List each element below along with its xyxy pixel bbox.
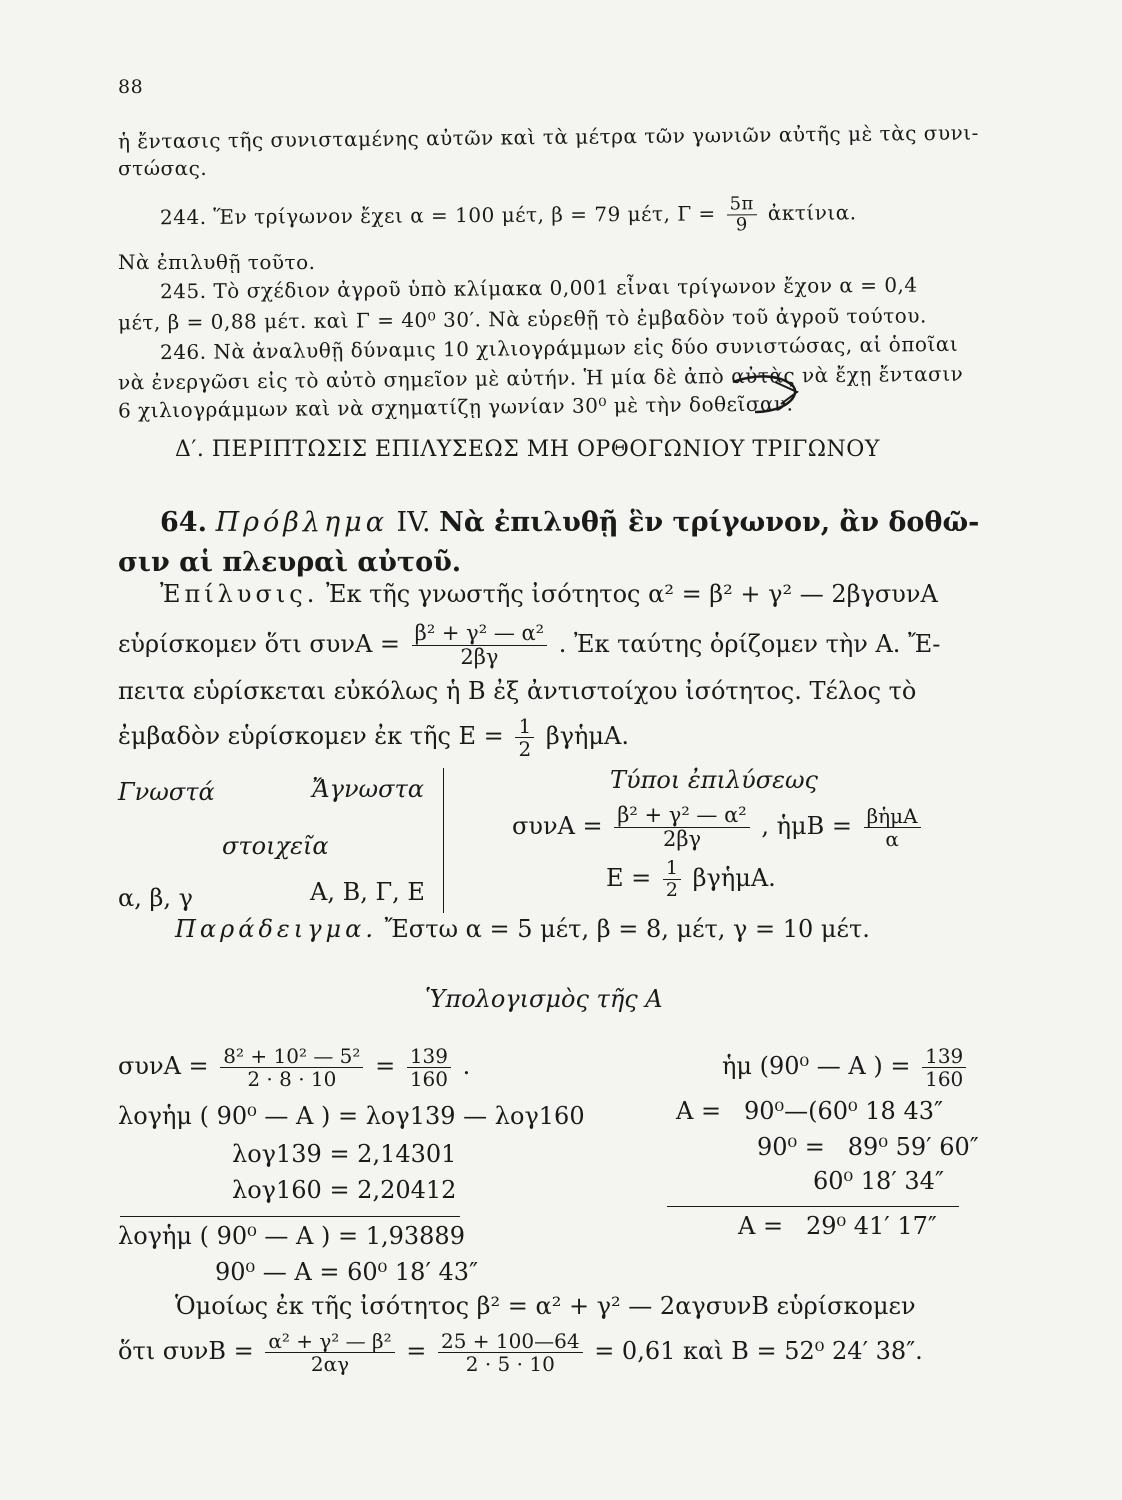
calc-left-row-6: 90⁰ — Α = 60⁰ 18′ 43″ xyxy=(215,1258,479,1286)
formula-area-fraction: $\frac{1}{2}$ xyxy=(663,858,681,901)
similarly-line-2 xyxy=(118,1330,923,1375)
calc-cosA-fraction-1: $\frac{\text{8² + 10² — 5²}}{2 \cdot 8 \cdot 10}$ xyxy=(220,1045,363,1090)
example-label: Παράδειγμα. xyxy=(175,915,377,943)
solution-label: Ἐπίλυσις. xyxy=(160,580,319,608)
table-known-values: α, β, γ xyxy=(118,884,193,912)
exercise-245-line-2: μέτ, β = 0,88 μέτ. καὶ Γ = 40⁰ 30′. Νὰ εὑρεθῇ τὸ ἐμβαδὸν τοῦ ἀγροῦ τούτου. xyxy=(117,303,927,335)
exercise-244-line-2: Νὰ ἐπιλυθῇ τοῦτο. xyxy=(118,250,316,274)
solution-fraction-half: $\frac{1}{2}$ xyxy=(515,715,534,760)
calc-right-row-2: Α = 90⁰—(60⁰ 18 43″ xyxy=(676,1097,943,1125)
example-text: Ἔστω α = 5 μέτ, β = 8, μέτ, γ = 10 μέτ. xyxy=(384,915,870,943)
formula-area-label: Ε = xyxy=(606,863,652,892)
problem-roman: IV. xyxy=(396,507,431,538)
formula-area-tail: βγἡμΑ. xyxy=(692,863,776,892)
problem-title-line-2: σιν αἱ πλευραὶ αὐτοῦ. xyxy=(118,547,462,578)
calc-sin-fraction: $\frac{139}{160}$ xyxy=(922,1045,966,1090)
calc-right-row-3: 90⁰ = 89⁰ 59′ 60″ xyxy=(757,1133,979,1161)
example-line xyxy=(175,915,870,943)
formula-sinB-label: , ἡμΒ = xyxy=(761,812,852,841)
table-formulas-header: Τύποι ἐπιλύσεως xyxy=(610,766,818,794)
solution-text-2a: εὑρίσκομεν ὅτι συνΑ = xyxy=(118,630,401,659)
problem-title-line-1 xyxy=(160,507,979,538)
similarly-line-1: Ὁμοίως ἐκ τῆς ἰσότητος β² = α² + γ² — 2αγσυνΒ εὑρίσκομεν xyxy=(175,1292,916,1320)
calc-cosA-equals: = xyxy=(375,1052,396,1080)
table-formula-area xyxy=(606,858,776,901)
exercise-244-number: 244. xyxy=(159,204,207,230)
calc-right-row-5: Α = 29⁰ 41′ 17″ xyxy=(738,1212,937,1240)
solution-fraction-cosA: $\frac{\text{β² + γ² — α²}}{2\beta\gamma}$ xyxy=(412,622,547,669)
calc-right-sum-rule xyxy=(667,1206,959,1207)
exercise-245-line-1: 245. Τὸ σχέδιον ἀγροῦ ὑπὸ κλίμακα 0,001 εἶναι τρίγωνον ἔχον α = 0,4 xyxy=(159,272,918,304)
calc-right-row-4: 60⁰ 18′ 34″ xyxy=(813,1167,944,1195)
solution-line-1 xyxy=(160,580,938,608)
calc-left-row-2: λογἡμ ( 90⁰ — Α ) = λογ139 — λογ160 xyxy=(118,1102,585,1130)
solution-line-3: πειτα εὑρίσκεται εὐκόλως ἡ Β ἐξ ἀντιστοίχου ἰσότητος. Τέλος τὸ xyxy=(118,677,917,705)
exercise-246-line-2: νὰ ἐνεργῶσι εἰς τὸ αὐτὸ σημεῖον μὲ αὐτήν. Ἡ μία δὲ ἀπὸ αὐτὰς νὰ ἔχῃ ἔντασιν xyxy=(117,361,964,395)
handwritten-mark-icon xyxy=(725,352,805,420)
formula-cosA-label: συνΑ = xyxy=(512,812,603,841)
similarly-fraction-1: $\frac{\text{α² + γ² — β²}}{2\alpha\gamma}$ xyxy=(265,1330,394,1375)
table-formula-1 xyxy=(512,804,925,851)
problem-title-text: Νὰ ἐπιλυθῇ ἓν τρίγωνον, ἂν δοθῶ- xyxy=(439,507,980,538)
similarly-result: = 0,61 καὶ Β = 52⁰ 24′ 38″. xyxy=(594,1337,923,1365)
calc-left-row-5: λογἡμ ( 90⁰ — Α ) = 1,93889 xyxy=(118,1222,465,1250)
calc-left-row-4: λογ160 = 2,20412 xyxy=(232,1176,457,1204)
solution-text-4a: ἐμβαδὸν εὑρίσκομεν ἐκ τῆς Ε = xyxy=(118,722,504,750)
calc-left-row-1 xyxy=(118,1045,470,1090)
calc-cosA-label: συνΑ = xyxy=(118,1052,209,1080)
calc-left-sum-rule xyxy=(120,1216,460,1217)
exercise-246-line-1: 246. Νὰ ἀναλυθῇ δύναμις 10 χιλιογράμμων εἰς δύο συνιστώσας, αἱ ὁποῖαι xyxy=(159,331,959,365)
table-divider xyxy=(443,768,444,913)
solution-line-4 xyxy=(118,715,629,760)
calc-right-row-1 xyxy=(722,1045,970,1090)
calc-sin-label: ἡμ (90⁰ — Α ) = xyxy=(722,1052,911,1080)
exercise-244-text: Ἕν τρίγωνον ἔχει α = 100 μέτ, β = 79 μέτ, Γ = xyxy=(213,201,716,229)
table-unknown-values: Α, Β, Γ, Ε xyxy=(310,878,425,906)
similarly-equals: = xyxy=(406,1337,427,1365)
calc-heading: Ὑπολογισμὸς τῆς Α xyxy=(425,985,663,1013)
solution-text-1: Ἐκ τῆς γνωστῆς ἰσότητος α² = β² + γ² — 2βγσυνΑ xyxy=(325,580,938,608)
calc-cosA-period: . xyxy=(462,1052,471,1080)
formula-cosA-fraction: $\frac{\text{β² + γ² — α²}}{2\beta\gamma}$ xyxy=(614,804,749,851)
solution-text-4b: βγἡμΑ. xyxy=(545,722,629,750)
exercise-244-fraction: $\frac{5\pi}{9}$ xyxy=(726,194,757,235)
problem-number: 64. xyxy=(160,507,207,538)
problem-label: Πρόβλημα xyxy=(215,507,388,538)
calc-cosA-fraction-2: $\frac{139}{160}$ xyxy=(407,1045,451,1090)
formula-sinB-fraction: $\frac{\text{βἡμΑ}}{\alpha}$ xyxy=(864,805,921,850)
similarly-fraction-2: $\frac{25 + 100—64}{2 \cdot 5 \cdot 10}$ xyxy=(438,1330,583,1375)
table-known-header: Γνωστά xyxy=(118,778,215,806)
exercise-244 xyxy=(160,194,857,239)
continuation-line-1: ἡ ἔντασις τῆς συνισταμένης αὐτῶν καὶ τὰ μέτρα τῶν γωνιῶν αὐτῆς μὲ τὰς συνι- xyxy=(117,120,979,154)
continuation-line-2: στώσας. xyxy=(118,156,208,180)
similarly-cosB-label: ὅτι συνΒ = xyxy=(118,1337,254,1365)
exercise-244-after: ἀκτίνια. xyxy=(767,200,857,225)
table-unknown-header: Ἄγνωστα xyxy=(312,775,424,803)
solution-text-2b: . Ἐκ ταύτης ὁρίζομεν τὴν Α. Ἔ- xyxy=(558,630,941,659)
exercise-246-line-3: 6 χιλιογράμμων καὶ νὰ σχηματίζῃ γωνίαν 30⁰ μὲ τὴν δοθεῖσαν. xyxy=(117,391,794,423)
solution-line-2 xyxy=(118,622,940,669)
table-elements-header: στοιχεῖα xyxy=(222,832,329,860)
section-heading: Δ′. ΠΕΡΙΠΤΩΣΙΣ ΕΠΙΛΥΣΕΩΣ ΜΗ ΟΡΘΟΓΩΝΙΟΥ ΤΡΙΓΩΝΟΥ xyxy=(175,437,880,462)
page-number: 88 xyxy=(118,76,144,98)
calc-left-row-3: λογ139 = 2,14301 xyxy=(232,1140,457,1168)
